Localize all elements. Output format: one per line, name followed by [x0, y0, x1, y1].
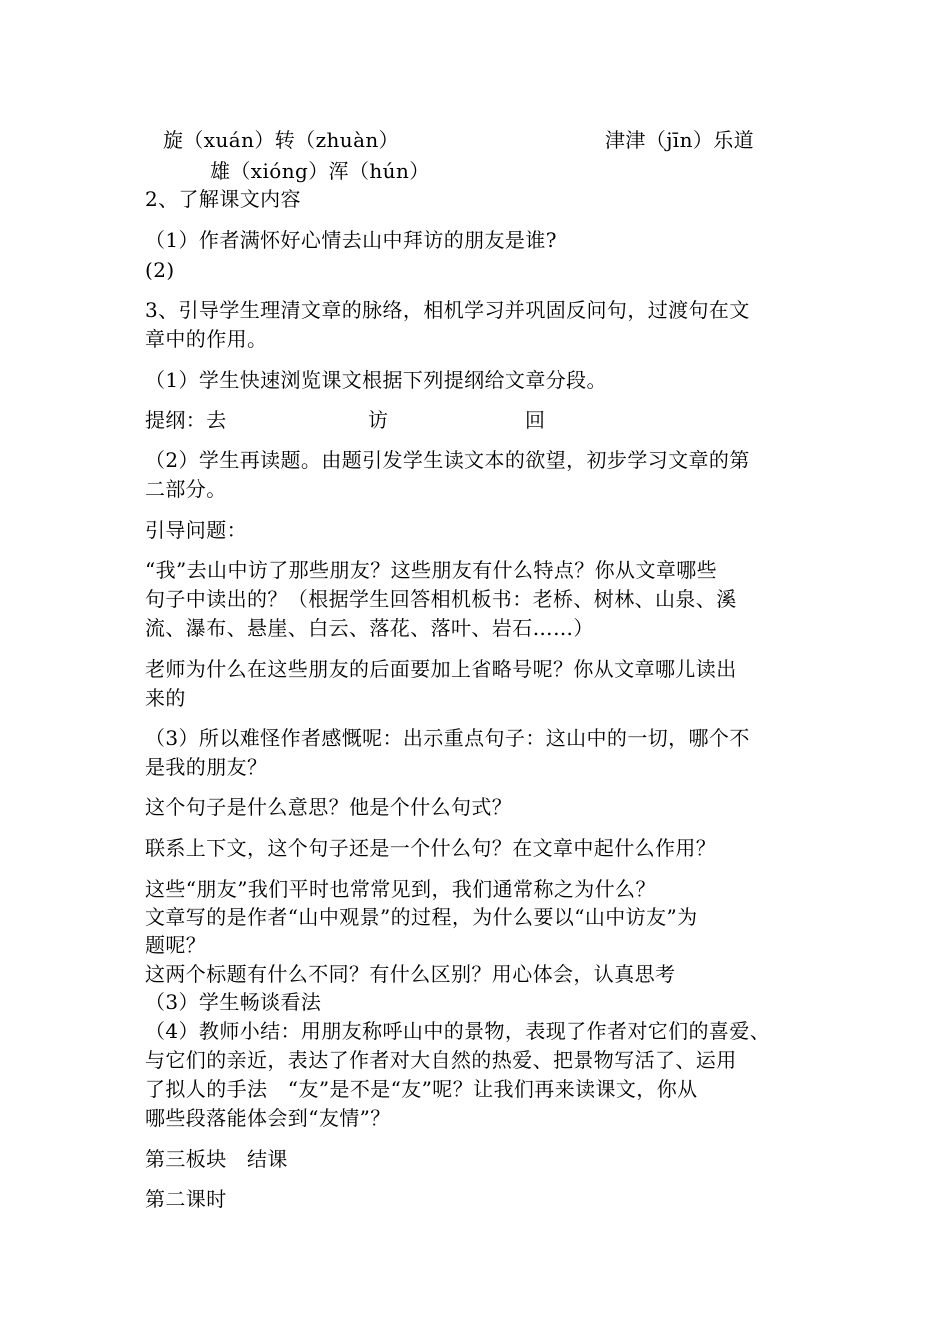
summary-line1: （4）教师小结：用朋友称呼山中的景物，表现了作者对它们的喜爱、 [145, 1019, 771, 1043]
question-friends-line1: “我”去山中访了那些朋友？这些朋友有什么特点？你从文章哪些 [145, 558, 718, 582]
summary-line3: 了拟人的手法 “友”是不是“友”呢？让我们再来读课文，你从 [145, 1077, 698, 1101]
question-meaning: 这个句子是什么意思？他是个什么句式？ [145, 795, 513, 819]
section-2-heading: 2、了解课文内容 [145, 187, 301, 211]
question-friends-line3: 流、瀑布、悬崖、白云、落花、落叶、岩石……） [145, 616, 594, 640]
guiding-questions-label: 引导问题： [145, 518, 247, 542]
question-common-name: 这些“朋友”我们平时也常常见到，我们通常称之为什么？ [145, 877, 656, 901]
vocab-jinjinledao: 津津（jīn）乐道 [605, 128, 755, 152]
question-title-line2: 题呢？ [145, 933, 207, 957]
step-1: （1）学生快速浏览课文根据下列提纲给文章分段。 [145, 368, 607, 392]
outline-return: 回 [525, 408, 546, 432]
vocab-xionghun: 雄（xióng）浑（hún） [210, 159, 430, 183]
question-title-line1: 文章写的是作者“山中观景”的过程，为什么要以“山中访友”为 [145, 905, 698, 929]
question-2-label: (2) [145, 258, 175, 282]
question-context: 联系上下文，这个句子还是一个什么句？在文章中起什么作用？ [145, 836, 717, 860]
step-2-line1: （2）学生再读题。由题引发学生读文本的欲望，初步学习文章的第 [145, 448, 750, 472]
summary-line2: 与它们的亲近，表达了作者对大自然的热爱、把景物写活了、运用 [145, 1048, 737, 1072]
section-conclusion-heading: 第三板块 结课 [145, 1147, 288, 1171]
section-3-heading-line2: 章中的作用。 [145, 327, 268, 351]
question-difference: 这两个标题有什么不同？有什么区别？用心体会，认真思考 [145, 962, 676, 986]
question-1: （1）作者满怀好心情去山中拜访的朋友是谁? [145, 228, 557, 252]
question-ellipsis-line2: 来的 [145, 686, 186, 710]
outline-label: 提纲：去 [145, 408, 227, 432]
vocab-xuanzhuan: 旋（xuán）转（zhuàn） [163, 128, 400, 152]
question-friends-line2: 句子中读出的？（根据学生回答相机板书：老桥、树林、山泉、溪 [145, 587, 737, 611]
outline-visit: 访 [368, 408, 389, 432]
second-lesson-heading: 第二课时 [145, 1187, 227, 1211]
step-2-line2: 二部分。 [145, 477, 227, 501]
step-3-discussion: （3）学生畅谈看法 [145, 990, 322, 1014]
step-3-line2: 是我的朋友？ [145, 755, 268, 779]
step-3-line1: （3）所以难怪作者感慨呢：出示重点句子：这山中的一切，哪个不 [145, 726, 750, 750]
section-3-heading-line1: 3、引导学生理清文章的脉络，相机学习并巩固反问句，过渡句在文 [145, 298, 750, 322]
question-ellipsis-line1: 老师为什么在这些朋友的后面要加上省略号呢？你从文章哪儿读出 [145, 657, 737, 681]
summary-line4: 哪些段落能体会到“友情”？ [145, 1106, 391, 1130]
